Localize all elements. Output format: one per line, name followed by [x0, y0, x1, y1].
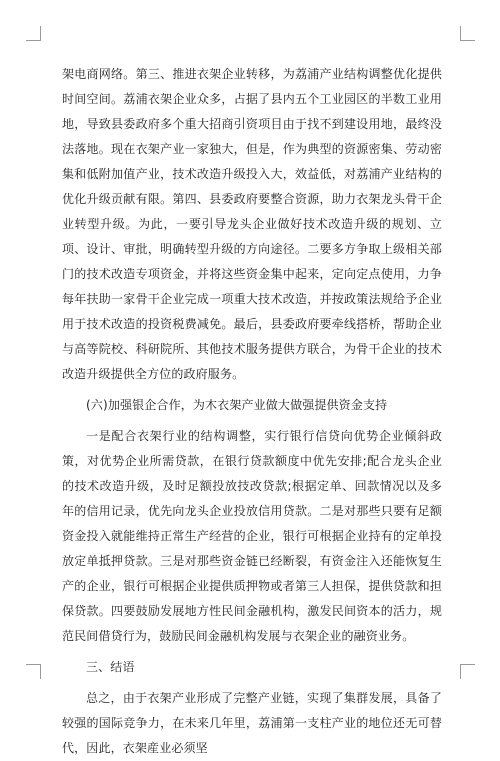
crop-mark-top-left — [26, 26, 41, 41]
crop-mark-bottom-right — [460, 664, 475, 679]
paragraph-conclusion: 总之，由于衣架产业形成了完整产业链，实现了集群发展，具备了较强的国际竞争力，在未来几年里，荔浦第一支柱产业的地位还无可替代，因此，衣架産业必须坚 — [62, 691, 442, 755]
paragraph-bank-measures: 一是配合衣架行业的结构调整，实行银行信贷向优势企业倾斜政策，对优势企业所需贷款，在银行贷款额度中优先安排;配合龙头企业的技术改造升级，及时足额投放技改贷款;根据定单、回款情况以及多年的信用记录，优先向龙头企业投放信用贷款。二是对那些只要有足额资金投入就能维持正常生产经营的企业，银行可根据企业持有的定单投放定单抵押贷款。三是对那些资金链已经断裂，有资金注入还能恢复生产的企业，银行可根据企业提供质押物或者第三人担保，提供贷款和担保贷款。四要鼓励发展地方性民间金融机构，激发民间资本的活力，规范民间借贷行为，鼓励民间金融机构发展与衣架企业的融资业务。 — [62, 429, 442, 643]
crop-mark-top-right — [460, 26, 475, 41]
document-body — [62, 62, 442, 761]
section-heading-conclusion: 三、结语 — [86, 660, 135, 674]
crop-mark-bottom-left — [26, 664, 41, 679]
paragraph-industry-transfer: 架电商网络。第三、推进衣架企业转移，为荔浦产业结构调整优化提供时间空间。荔浦衣架企业众多，占据了县内五个工业园区的半数工业用地，导致县委政府多个重大招商引资项目由于找不到建设用地，最终没法落地。现在衣架产业一家独大，但是，作为典型的资源密集、劳动密集和低附加值产业，技术改造升级投入大，效益低，对荔浦产业结构的优化升级贡献有限。第四、县委政府要整合资源，助力衣架龙头骨干企业转型升级。为此，一要引导龙头企业做好技术改造升级的规划、立项、设计、审批，明确转型升级的方向途径。二要多方争取上级相关部门的技术改造专项资金，并将这些资金集中起来，定向定点使用，力争每年扶助一家骨干企业完成一项重大技术改造，并按政策法规给予企业用于技术改造的投资税费减免。最后，县委政府要牵线搭桥，帮助企业与高等院校、科研院所、其他技术服务提供方联合，为骨干企业的技术改造升级提供全方位的政府服务。 — [62, 67, 442, 381]
section-heading-bank-cooperation: (六)加强银企合作，为木衣架产业做大做强提供资金支持 — [86, 398, 388, 412]
